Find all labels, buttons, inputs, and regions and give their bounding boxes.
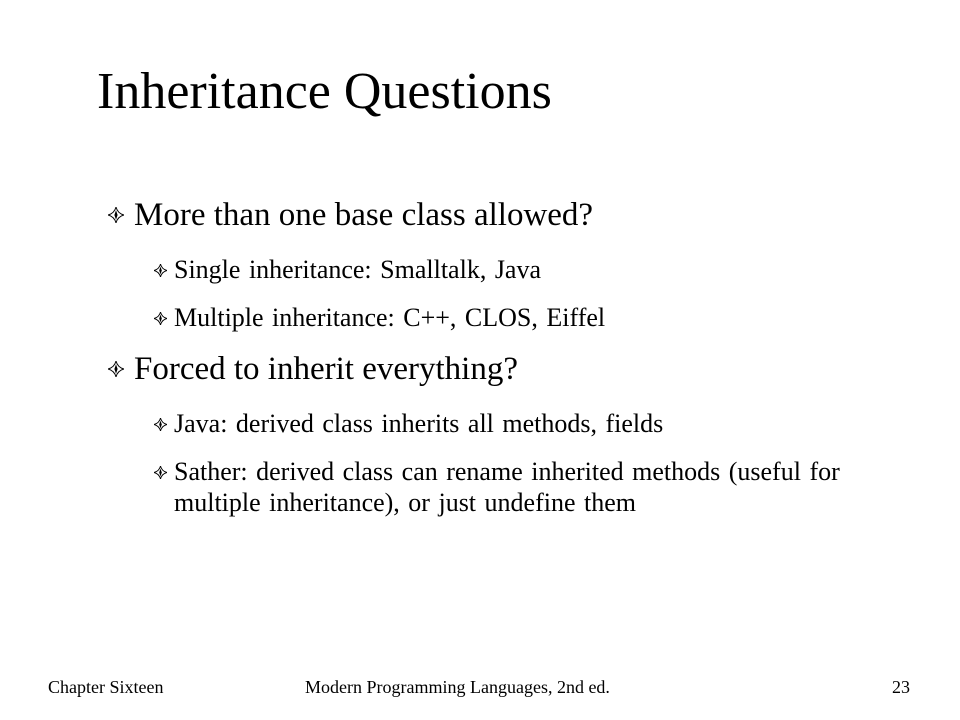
- sub-bullet-item-multiple: [108, 302, 908, 333]
- sub-bullet-item-java: [108, 408, 908, 439]
- slide-title: Inheritance Questions: [97, 63, 552, 120]
- four-petal-diamond-icon: [108, 207, 124, 223]
- sub-bullet-text: Java: derived class inherits all methods, fields: [174, 409, 664, 438]
- sub-bullet-text: Multiple inheritance: C++, CLOS, Eiffel: [174, 303, 606, 332]
- four-petal-diamond-icon: [154, 466, 167, 479]
- four-petal-diamond-icon: [108, 361, 124, 377]
- bullet-item-base-class: [108, 193, 908, 237]
- footer-page-number: 23: [892, 677, 910, 697]
- footer-chapter: Chapter Sixteen: [48, 677, 164, 697]
- four-petal-diamond-icon: [154, 264, 167, 277]
- footer-book-title: Modern Programming Languages, 2nd ed.: [305, 677, 610, 697]
- sub-bullet-text: Sather: derived class can rename inherited methods (useful for multiple inheritance), or just undefine them: [174, 457, 840, 517]
- four-petal-diamond-icon: [154, 312, 167, 325]
- four-petal-diamond-icon: [154, 418, 167, 431]
- bullet-item-forced-inherit: [108, 347, 908, 391]
- sub-bullet-text: Single inheritance: Smalltalk, Java: [174, 255, 542, 284]
- bullet-list: [108, 193, 908, 518]
- bullet-text: More than one base class allowed?: [134, 197, 594, 233]
- bullet-text: Forced to inherit everything?: [134, 351, 518, 387]
- sub-bullet-item-sather: [108, 456, 874, 518]
- sub-bullet-item-single: [108, 254, 908, 285]
